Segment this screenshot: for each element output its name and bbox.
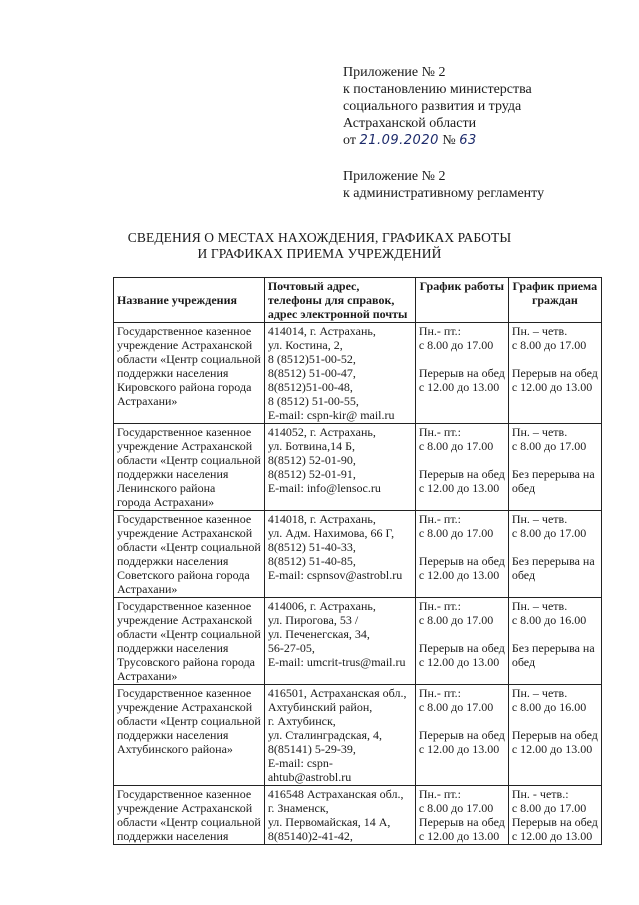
cell-work-schedule (415, 598, 508, 685)
cell-line: 56-27-05, (267, 641, 315, 655)
cell-institution-name (114, 323, 265, 424)
cell-line: Государственное казенное (117, 324, 252, 338)
cell-line: Перерыв на обед (418, 641, 505, 655)
cell-line: Пн.- пт.: (418, 324, 462, 338)
cell-line: Ахтубинский район, (267, 700, 373, 714)
institutions-table (113, 277, 602, 845)
cell-address (264, 424, 415, 511)
cell-line: 8(8512) 51-40-33, (267, 540, 356, 554)
cell-spacer (512, 540, 598, 554)
cell-line: Перерыв на обед (511, 366, 598, 380)
cell-line: 8 (8512)51-00-52, (267, 352, 356, 366)
cell-line: обед (511, 481, 536, 495)
cell-line: поддержки населения (117, 728, 229, 742)
appendix-line: к постановлению министерства (343, 82, 532, 97)
cell-line: Советского района города (117, 568, 250, 582)
cell-spacer (512, 352, 598, 366)
cell-line: E-mail: cspn- (267, 756, 333, 770)
cell-line: с 8.00 до 17.00 (418, 439, 494, 453)
cell-line: области «Центр социальной (117, 540, 261, 554)
cell-reception-schedule (508, 323, 601, 424)
cell-line: с 8.00 до 16.00 (511, 613, 587, 627)
cell-work-schedule (415, 511, 508, 598)
cell-line: области «Центр социальной (117, 815, 261, 829)
cell-institution-name (114, 598, 265, 685)
cell-line: учреждение Астраханской (117, 338, 253, 352)
handwritten-number: 63 (459, 133, 477, 148)
cell-reception-schedule (508, 511, 601, 598)
cell-line: 8(8512)51-00-48, (267, 380, 353, 394)
cell-line: с 8.00 до 16.00 (511, 700, 587, 714)
cell-line: Перерыв на обед (418, 815, 505, 829)
cell-line: с 8.00 до 17.00 (511, 338, 587, 352)
cell-line: с 12.00 до 13.00 (418, 655, 500, 669)
appendix-line: к административному регламенту (343, 186, 545, 201)
cell-line: ул. Сталинградская, 4, (267, 728, 382, 742)
cell-institution-name (114, 685, 265, 786)
cell-line: поддержки населения (117, 554, 229, 568)
cell-institution-name (114, 511, 265, 598)
cell-line: Ахтубинского района» (117, 742, 233, 756)
cell-line: с 12.00 до 13.00 (418, 829, 500, 843)
cell-line: 414006, г. Астрахань, (267, 599, 376, 613)
cell-address (264, 598, 415, 685)
cell-reception-schedule (508, 786, 601, 845)
cell-line: ул. Адм. Нахимова, 66 Г, (267, 526, 395, 540)
header-address-line: телефоны для справок, (267, 293, 395, 307)
cell-line: поддержки населения (117, 641, 229, 655)
cell-line: Пн. – четв. (511, 324, 568, 338)
cell-line: с 12.00 до 13.00 (418, 380, 500, 394)
cell-line: Астрахани» (117, 394, 178, 408)
cell-line: Ленинского района (117, 481, 216, 495)
cell-line: Перерыв на обед (418, 467, 505, 481)
table-row (114, 598, 602, 685)
cell-line: обед (511, 568, 536, 582)
cell-line: 8(85141) 5-29-39, (267, 742, 356, 756)
number-prefix: № (442, 133, 456, 148)
cell-line: Государственное казенное (117, 425, 252, 439)
cell-line: Пн. – четв. (511, 686, 568, 700)
cell-line: Пн. – четв. (511, 425, 568, 439)
cell-line: Кировского района города (117, 380, 252, 394)
cell-line: области «Центр социальной (117, 352, 261, 366)
cell-line: с 8.00 до 17.00 (418, 801, 494, 815)
cell-line: Астрахани» (117, 582, 178, 596)
table-row (114, 511, 602, 598)
date-prefix: от (343, 133, 356, 148)
cell-line: г. Ахтубинск, (267, 714, 336, 728)
table-body (114, 323, 602, 845)
cell-work-schedule (415, 685, 508, 786)
cell-line: учреждение Астраханской (117, 439, 253, 453)
cell-line: Государственное казенное (117, 686, 252, 700)
cell-work-schedule (415, 323, 508, 424)
appendix-line: Приложение № 2 (343, 65, 446, 80)
cell-spacer (419, 540, 505, 554)
appendix-block-regulation (343, 168, 544, 202)
cell-spacer (512, 627, 598, 641)
cell-line: области «Центр социальной (117, 627, 261, 641)
cell-line: учреждение Астраханской (117, 526, 253, 540)
cell-line: Государственное казенное (117, 512, 252, 526)
cell-line: ул. Ботвина,14 Б, (267, 439, 355, 453)
cell-address (264, 323, 415, 424)
appendix-line: социального развития и труда (343, 99, 522, 114)
title-line: И ГРАФИКАХ ПРИЕМА УЧРЕЖДЕНИЙ (197, 246, 442, 261)
document-title (0, 230, 639, 262)
cell-line: 414052, г. Астрахань, (267, 425, 376, 439)
cell-line: Пн.- пт.: (418, 425, 462, 439)
cell-line: учреждение Астраханской (117, 613, 253, 627)
table-row (114, 685, 602, 786)
title-line: СВЕДЕНИЯ О МЕСТАХ НАХОЖДЕНИЯ, ГРАФИКАХ РАБОТЫ (127, 230, 512, 245)
cell-reception-schedule (508, 685, 601, 786)
cell-line: Без перерыва на (511, 641, 595, 655)
cell-institution-name (114, 786, 265, 845)
cell-line: Перерыв на обед (418, 366, 505, 380)
table-row (114, 323, 602, 424)
cell-line: с 12.00 до 13.00 (511, 742, 593, 756)
handwritten-date: 21.09.2020 (359, 133, 439, 148)
cell-line: с 12.00 до 13.00 (418, 742, 500, 756)
cell-line: с 12.00 до 13.00 (418, 481, 500, 495)
cell-line: Перерыв на обед (511, 815, 598, 829)
cell-line: ahtub@astrobl.ru (267, 770, 352, 784)
header-reception-schedule (508, 278, 601, 323)
cell-line: E-mail: cspn-kir@ mail.ru (267, 408, 395, 422)
decree-date-line (343, 132, 532, 149)
cell-spacer (512, 714, 598, 728)
cell-line: E-mail: umcrit-trus@mail.ru (267, 655, 406, 669)
appendix-line: Астраханской области (343, 116, 477, 131)
cell-line: 416501, Астраханская обл., (267, 686, 407, 700)
cell-line: поддержки населения (117, 366, 229, 380)
cell-line: 416548 Астраханская обл., (267, 787, 404, 801)
cell-line: Без перерыва на (511, 554, 595, 568)
cell-spacer (419, 453, 505, 467)
cell-line: Пн.- пт.: (418, 599, 462, 613)
cell-line: области «Центр социальной (117, 453, 261, 467)
cell-line: с 8.00 до 17.00 (418, 613, 494, 627)
cell-line: ул. Костина, 2, (267, 338, 343, 352)
cell-reception-schedule (508, 424, 601, 511)
cell-address (264, 786, 415, 845)
cell-spacer (512, 453, 598, 467)
cell-line: ул. Печенегская, 34, (267, 627, 370, 641)
cell-line: с 8.00 до 17.00 (511, 526, 587, 540)
cell-line: с 8.00 до 17.00 (418, 526, 494, 540)
table-row (114, 786, 602, 845)
cell-line: ул. Первомайская, 14 А, (267, 815, 391, 829)
table-header-row (114, 278, 602, 323)
header-name: Название учреждения (114, 278, 265, 323)
cell-line: Пн.- пт.: (418, 787, 462, 801)
cell-line: Трусовского района города (117, 655, 256, 669)
cell-line: 8 (8512) 51-00-55, (267, 394, 359, 408)
cell-spacer (419, 627, 505, 641)
header-reception-line: График приема (512, 279, 598, 293)
header-address-line: Почтовый адрес, (267, 279, 360, 293)
cell-line: области «Центр социальной (117, 714, 261, 728)
cell-line: Пн.- пт.: (418, 512, 462, 526)
cell-line: Государственное казенное (117, 599, 252, 613)
cell-address (264, 685, 415, 786)
cell-line: Перерыв на обед (511, 728, 598, 742)
cell-spacer (419, 714, 505, 728)
cell-line: обед (511, 655, 536, 669)
cell-line: учреждение Астраханской (117, 700, 253, 714)
cell-line: Перерыв на обед (418, 554, 505, 568)
cell-line: поддержки населения (117, 467, 229, 481)
cell-line: ул. Пирогова, 53 / (267, 613, 359, 627)
cell-line: города Астрахани» (117, 495, 215, 509)
cell-line: Астрахани» (117, 669, 178, 683)
cell-line: E-mail: cspnsov@astrobl.ru (267, 568, 403, 582)
appendix-line: Приложение № 2 (343, 169, 446, 184)
cell-line: с 12.00 до 13.00 (511, 829, 593, 843)
cell-line: 8(8512) 52-01-91, (267, 467, 356, 481)
cell-line: с 8.00 до 17.00 (418, 338, 494, 352)
cell-line: 414014, г. Астрахань, (267, 324, 376, 338)
header-reception-line: граждан (531, 293, 578, 307)
cell-line: 8(85140)2-41-42, (267, 829, 353, 843)
appendix-block-decree (343, 64, 532, 149)
table-row (114, 424, 602, 511)
cell-line: Пн.- пт.: (418, 686, 462, 700)
cell-reception-schedule (508, 598, 601, 685)
cell-line: Пн. – четв. (511, 599, 568, 613)
cell-line: с 8.00 до 17.00 (418, 700, 494, 714)
cell-line: г. Знаменск, (267, 801, 329, 815)
cell-line: с 8.00 до 17.00 (511, 801, 587, 815)
header-work-schedule: График работы (415, 278, 508, 323)
cell-spacer (419, 352, 505, 366)
cell-line: Пн. – четв. (511, 512, 568, 526)
cell-line: Без перерыва на (511, 467, 595, 481)
header-address-line: адрес электронной почты (267, 307, 408, 321)
cell-line: 414018, г. Астрахань, (267, 512, 376, 526)
cell-line: 8(8512) 52-01-90, (267, 453, 356, 467)
cell-line: Государственное казенное (117, 787, 252, 801)
cell-institution-name (114, 424, 265, 511)
cell-line: учреждение Астраханской (117, 801, 253, 815)
header-address (264, 278, 415, 323)
cell-line: 8(8512) 51-00-47, (267, 366, 356, 380)
cell-work-schedule (415, 424, 508, 511)
cell-work-schedule (415, 786, 508, 845)
cell-line: поддержки населения (117, 829, 229, 843)
cell-line: с 12.00 до 13.00 (511, 380, 593, 394)
cell-line: 8(8512) 51-40-85, (267, 554, 356, 568)
cell-line: Перерыв на обед (418, 728, 505, 742)
cell-address (264, 511, 415, 598)
cell-line: с 12.00 до 13.00 (418, 568, 500, 582)
cell-line: с 8.00 до 17.00 (511, 439, 587, 453)
cell-line: Пн. - четв.: (511, 787, 569, 801)
cell-line: E-mail: info@lensoc.ru (267, 481, 381, 495)
